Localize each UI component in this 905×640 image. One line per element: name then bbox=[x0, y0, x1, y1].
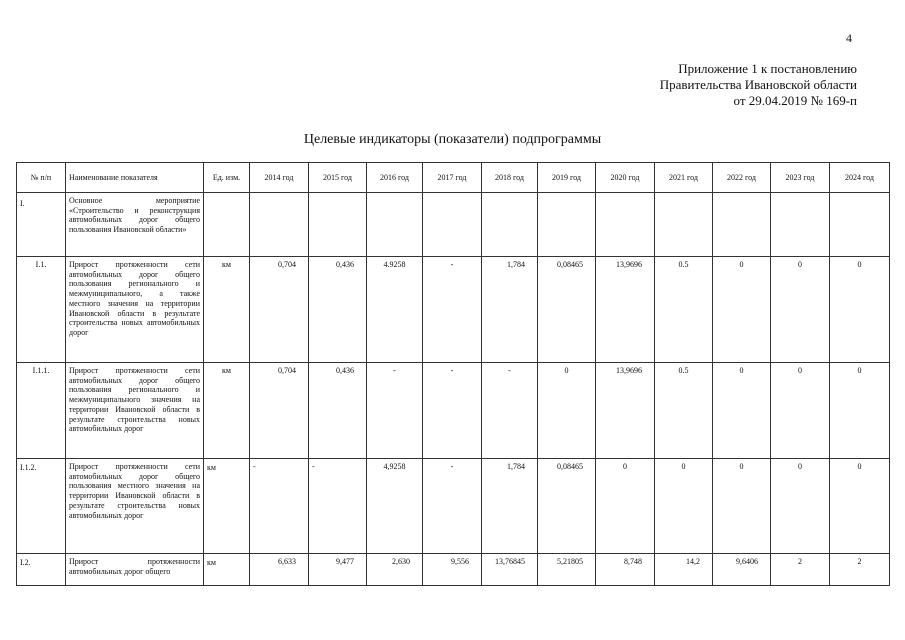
value-cell bbox=[367, 193, 423, 257]
value-cell: 0,436 bbox=[309, 363, 367, 459]
row-number: I.1. bbox=[17, 257, 66, 363]
value-cell: 13,76845 bbox=[482, 554, 538, 586]
appendix-line-3: от 29.04.2019 № 169-п bbox=[733, 93, 857, 108]
column-header: 2019 год bbox=[538, 163, 596, 193]
column-header: 2018 год bbox=[482, 163, 538, 193]
row-number: I.1.1. bbox=[17, 363, 66, 459]
value-cell: - bbox=[423, 257, 482, 363]
value-cell: 0 bbox=[830, 459, 890, 554]
column-header: Наименование показателя bbox=[66, 163, 204, 193]
value-cell: 8,748 bbox=[596, 554, 655, 586]
page-number: 4 bbox=[846, 31, 852, 45]
row-number: I.2. bbox=[17, 554, 66, 586]
value-cell: 13,9696 bbox=[596, 363, 655, 459]
value-cell: 0,704 bbox=[250, 363, 309, 459]
value-cell: 0 bbox=[771, 363, 830, 459]
value-cell: 1,784 bbox=[482, 257, 538, 363]
value-cell bbox=[423, 193, 482, 257]
value-cell: 0.5 bbox=[655, 363, 713, 459]
table-row bbox=[17, 554, 890, 586]
value-cell: 0,08465 bbox=[538, 257, 596, 363]
value-cell: 0,436 bbox=[309, 257, 367, 363]
unit-cell: км bbox=[204, 363, 250, 459]
value-cell: 2 bbox=[830, 554, 890, 586]
value-cell: - bbox=[250, 459, 309, 554]
indicator-name: Прирост протяженности автомобильных дорог общего bbox=[66, 554, 204, 586]
unit-cell bbox=[204, 193, 250, 257]
value-cell: 0 bbox=[771, 257, 830, 363]
value-cell bbox=[538, 193, 596, 257]
document-title: Целевые индикаторы (показатели) подпрограммы bbox=[303, 132, 602, 147]
value-cell bbox=[309, 193, 367, 257]
table-header-row bbox=[17, 163, 890, 193]
value-cell bbox=[596, 193, 655, 257]
value-cell: 0.5 bbox=[655, 257, 713, 363]
value-cell bbox=[482, 193, 538, 257]
row-number: I.1.2. bbox=[17, 459, 66, 554]
appendix-line-2: Правительства Ивановской области bbox=[659, 77, 857, 92]
value-cell bbox=[250, 193, 309, 257]
unit-cell: км bbox=[204, 554, 250, 586]
value-cell: 0 bbox=[596, 459, 655, 554]
value-cell: 0 bbox=[538, 363, 596, 459]
value-cell: 1,784 bbox=[482, 459, 538, 554]
indicator-name: Прирост протяженности сети автомобильных дорог общего пользования местного значения на территории Ивановской области в результате строительства новых автомобильных дорог bbox=[66, 459, 204, 554]
column-header: Ед. изм. bbox=[204, 163, 250, 193]
value-cell: 4,9258 bbox=[367, 459, 423, 554]
value-cell: 0,08465 bbox=[538, 459, 596, 554]
table-row bbox=[17, 363, 890, 459]
value-cell bbox=[771, 193, 830, 257]
value-cell: 9,6406 bbox=[713, 554, 771, 586]
table-row bbox=[17, 459, 890, 554]
value-cell bbox=[713, 193, 771, 257]
value-cell bbox=[655, 193, 713, 257]
appendix-line-1: Приложение 1 к постановлению bbox=[678, 61, 857, 76]
value-cell: 0 bbox=[713, 363, 771, 459]
value-cell: 0 bbox=[771, 459, 830, 554]
indicators-table bbox=[16, 162, 890, 586]
value-cell: - bbox=[482, 363, 538, 459]
value-cell bbox=[830, 193, 890, 257]
column-header: 2015 год bbox=[309, 163, 367, 193]
value-cell: 2 bbox=[771, 554, 830, 586]
value-cell: 5,21805 bbox=[538, 554, 596, 586]
value-cell: 9,477 bbox=[309, 554, 367, 586]
value-cell: - bbox=[309, 459, 367, 554]
value-cell: 0 bbox=[713, 459, 771, 554]
value-cell: - bbox=[423, 363, 482, 459]
column-header: 2014 год bbox=[250, 163, 309, 193]
column-header: 2021 год bbox=[655, 163, 713, 193]
value-cell: 6,633 bbox=[250, 554, 309, 586]
unit-cell: км bbox=[204, 257, 250, 363]
column-header: 2023 год bbox=[771, 163, 830, 193]
value-cell: 0,704 bbox=[250, 257, 309, 363]
value-cell: 0 bbox=[830, 363, 890, 459]
table-row bbox=[17, 257, 890, 363]
value-cell: - bbox=[367, 363, 423, 459]
value-cell: 0 bbox=[655, 459, 713, 554]
value-cell: 14,2 bbox=[655, 554, 713, 586]
value-cell: 2,630 bbox=[367, 554, 423, 586]
value-cell: 9,556 bbox=[423, 554, 482, 586]
indicator-name: Прирост протяженности сети автомобильных дорог общего пользования регионального и межмуниципального значения на территории Ивановской области в результате строительства новых автомобильных дорог bbox=[66, 363, 204, 459]
indicator-name: Основное мероприятие «Строительство и реконструкция автомобильных дорог общего пользования Ивановской области» bbox=[66, 193, 204, 257]
column-header: 2024 год bbox=[830, 163, 890, 193]
row-number: I. bbox=[17, 193, 66, 257]
value-cell: 13,9696 bbox=[596, 257, 655, 363]
value-cell: - bbox=[423, 459, 482, 554]
unit-cell: км bbox=[204, 459, 250, 554]
column-header: 2016 год bbox=[367, 163, 423, 193]
column-header: 2022 год bbox=[713, 163, 771, 193]
value-cell: 4.9258 bbox=[367, 257, 423, 363]
value-cell: 0 bbox=[713, 257, 771, 363]
column-header: 2017 год bbox=[423, 163, 482, 193]
column-header: 2020 год bbox=[596, 163, 655, 193]
indicator-name: Прирост протяженности сети автомобильных дорог общего пользования регионального и межмуниципального, а также местного значения на территории Ивановской области в результате строительства новых автомобильных дорог bbox=[66, 257, 204, 363]
table-row bbox=[17, 193, 890, 257]
column-header: № п/п bbox=[17, 163, 66, 193]
value-cell: 0 bbox=[830, 257, 890, 363]
appendix-caption bbox=[660, 61, 857, 109]
